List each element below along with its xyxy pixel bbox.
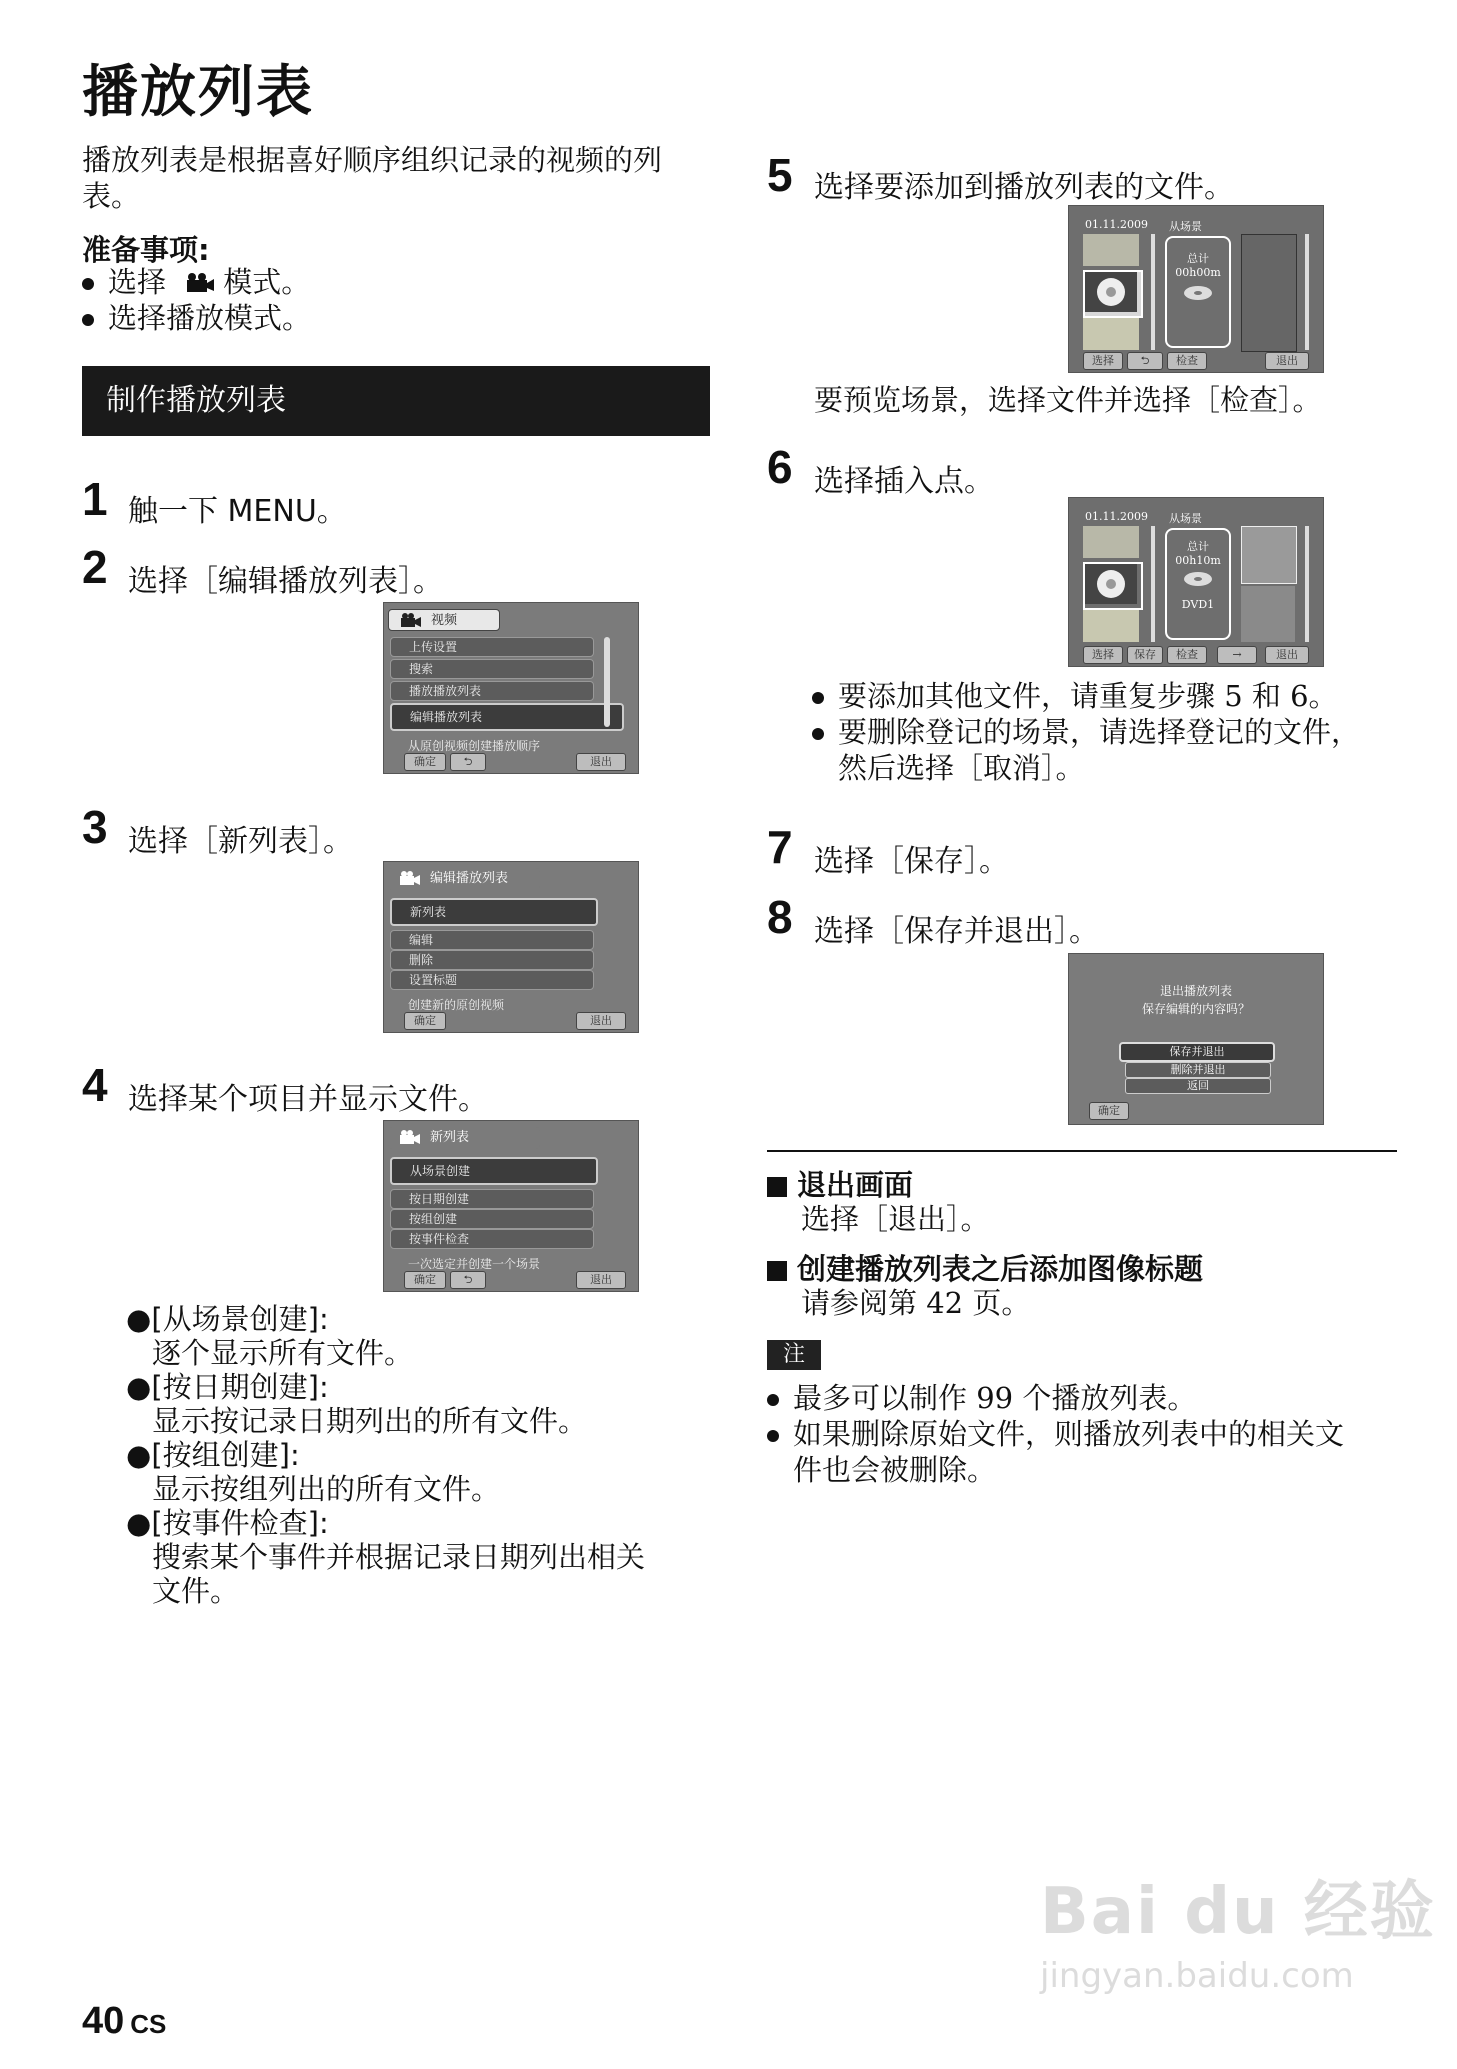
exit-button[interactable]: 退出 [1265,352,1309,370]
menu-header: 视频 [388,609,500,631]
option-desc: 显示按组列出的所有文件。 [152,1472,501,1506]
thumbnail-selected[interactable] [1083,562,1143,610]
dialog-line1: 退出播放列表 [1159,984,1232,998]
screen-file-select [1068,205,1324,373]
notes-list [767,1380,1367,1488]
page-title: 播放列表 [82,60,314,125]
screen-edit-playlist-menu [383,602,639,774]
prep-item-mode [82,264,310,300]
menu-item[interactable]: 编辑 [390,930,594,950]
watermark-url: jingyan.baidu.com [1040,1956,1354,1996]
disc-icon [1183,571,1213,587]
menu-item[interactable]: 按组创建 [390,1209,594,1229]
watermark-brand: Bai du 经验 [1040,1875,1436,1949]
option-desc: 搜索某个事件并根据记录日期列出相关文件。 [152,1540,646,1608]
step-5: 5 [767,149,793,201]
check-button[interactable]: 检查 [1167,646,1207,664]
scrollbar[interactable] [1305,526,1309,642]
menu-hint: 一次选定并创建一个场景 [408,1257,541,1271]
thumbnail[interactable] [1083,610,1139,642]
flower-thumbnail-icon [1085,272,1137,312]
menu-item-selected[interactable]: 新列表 [390,898,598,926]
step-2-text: 选择［编辑播放列表］。 [128,564,443,599]
scrollbar[interactable] [1151,526,1155,642]
thumbnail[interactable] [1083,234,1139,266]
flower-thumbnail-icon [1085,564,1137,604]
menu-item[interactable]: 播放播放列表 [390,681,594,701]
extra-add-title: 创建播放列表之后添加图像标题 请参阅第 42 页。 [767,1252,1203,1320]
extra-exit-screen: 退出画面 选择［退出］。 [767,1168,990,1236]
step-6-text: 选择插入点。 [814,464,994,499]
back-button[interactable]: ⮌ [1127,352,1163,370]
disc-icon [1183,285,1213,301]
note-item: 如果删除原始文件，则播放列表中的相关文件也会被删除。 [767,1416,1367,1488]
step-2: 2 [82,541,108,593]
ok-button[interactable]: 确定 [404,1271,446,1289]
select-button[interactable]: 选择 [1083,352,1123,370]
intro-text: 播放列表是根据喜好顺序组织记录的视频的列表。 [82,143,663,213]
menu-hint: 从原创视频创建播放顺序 [408,739,541,753]
step-1 [82,472,108,526]
exit-button[interactable]: 退出 [576,1012,626,1030]
step-7-text: 选择［保存］。 [814,844,1009,879]
save-and-exit-option[interactable]: 保存并退出 [1119,1042,1275,1062]
step-8-text: 选择［保存并退出］。 [814,914,1099,949]
menu-item[interactable]: 设置标题 [390,970,594,990]
option-item: ●[按组创建]: [126,1438,300,1472]
note-item: 最多可以制作 99 个播放列表。 [767,1380,1367,1416]
option-desc: 逐个显示所有文件。 [152,1336,414,1370]
scrollbar[interactable] [604,637,610,727]
date-label: 01.11.2009 [1085,218,1148,231]
camera-icon [398,871,420,885]
step-3: 3 [82,801,108,853]
option-item: ●[按日期创建]: [126,1370,329,1404]
scrollbar[interactable] [1305,234,1309,350]
ok-button[interactable]: 确定 [404,753,446,771]
step-5-text: 选择要添加到播放列表的文件。 [814,170,1234,205]
arrow-right-button[interactable]: → [1217,646,1257,664]
camera-icon [399,613,421,627]
menu-item[interactable]: 删除 [390,950,594,970]
delete-and-exit-option[interactable]: 删除并退出 [1125,1062,1271,1078]
step-number: 1 [82,473,108,525]
exit-button[interactable]: 退出 [576,1271,626,1289]
divider [767,1150,1397,1152]
source-label: 从场景 [1169,220,1202,233]
camera-icon [398,1130,420,1144]
source-label: 从场景 [1169,512,1202,525]
menu-item-selected[interactable]: 从场景创建 [390,1157,598,1185]
playlist-panel: 总计 00h10m DVD1 [1165,528,1231,640]
inserted-scene-thumbnail[interactable] [1241,526,1297,584]
step-1-text: 触一下 MENU。 [128,494,347,529]
menu-hint: 创建新的原创视频 [408,998,505,1012]
video-mode-icon [183,272,215,294]
step-4: 4 [82,1059,108,1111]
ok-button[interactable]: 确定 [1089,1102,1129,1120]
square-bullet-icon [767,1261,787,1281]
menu-item-selected[interactable]: 编辑播放列表 [390,703,624,731]
thumbnail-selected[interactable] [1083,270,1143,318]
menu-item[interactable]: 搜索 [390,659,594,679]
screen-insert-point [1068,497,1324,667]
save-button[interactable]: 保存 [1127,646,1163,664]
step-8: 8 [767,891,793,943]
menu-header: 新列表 [388,1127,540,1149]
select-button[interactable]: 选择 [1083,646,1123,664]
menu-item[interactable]: 上传设置 [390,637,594,657]
inserted-scene-thumbnail[interactable] [1241,586,1295,642]
step-3-text: 选择［新列表］。 [128,824,353,859]
page-number: 40 CS [82,2000,167,2042]
menu-header: 编辑播放列表 [388,868,540,890]
playlist-panel: 总计 00h00m [1165,236,1231,348]
step-6: 6 [767,441,793,493]
thumbnail[interactable] [1083,526,1139,558]
date-label: 01.11.2009 [1085,510,1148,523]
section-banner: 制作播放列表 [82,366,710,436]
thumbnail[interactable] [1083,318,1139,350]
return-option[interactable]: 返回 [1125,1078,1271,1094]
back-button[interactable]: ⮌ [450,753,486,771]
check-button[interactable]: 检查 [1167,352,1207,370]
prep-heading: 准备事项: [82,233,210,267]
step5-note: 要预览场景，选择文件并选择［检查］。 [814,383,1322,417]
square-bullet-icon [767,1177,787,1197]
step4-option-list [126,1302,686,1608]
option-desc: 显示按记录日期列出的所有文件。 [152,1404,588,1438]
option-item: ●[从场景创建]: [126,1302,329,1336]
menu-item[interactable]: 按日期创建 [390,1189,594,1209]
dialog-line2: 保存编辑的内容吗？ [1141,1002,1250,1016]
step6-bullets [812,678,1372,786]
exit-button[interactable]: 退出 [1265,646,1309,664]
screen-new-list-menu [383,861,639,1033]
prep-item-mode-post: 模式。 [223,265,311,299]
back-button[interactable]: ⮌ [450,1271,486,1289]
ok-button[interactable]: 确定 [404,1012,446,1030]
bullet-item: 要添加其他文件，请重复步骤 5 和 6。 [812,678,1372,714]
baidu-watermark [1040,1860,1436,1996]
bullet-item: 要删除登记的场景，请选择登记的文件，然后选择［取消］。 [812,714,1372,786]
step-7: 7 [767,821,793,873]
prep-item-playback: 选择播放模式。 [82,300,311,336]
step-4-text: 选择某个项目并显示文件。 [128,1082,488,1117]
menu-item[interactable]: 按事件检查 [390,1229,594,1249]
option-item: ●[按事件检查]: [126,1506,329,1540]
playlist-slots[interactable] [1241,234,1297,352]
scrollbar[interactable] [1151,234,1155,350]
note-tag: 注 [767,1340,821,1370]
screen-save-dialog [1068,953,1324,1125]
prep-item-mode-pre: 选择 [108,265,167,299]
exit-button[interactable]: 退出 [576,753,626,771]
screen-create-options-menu [383,1120,639,1292]
